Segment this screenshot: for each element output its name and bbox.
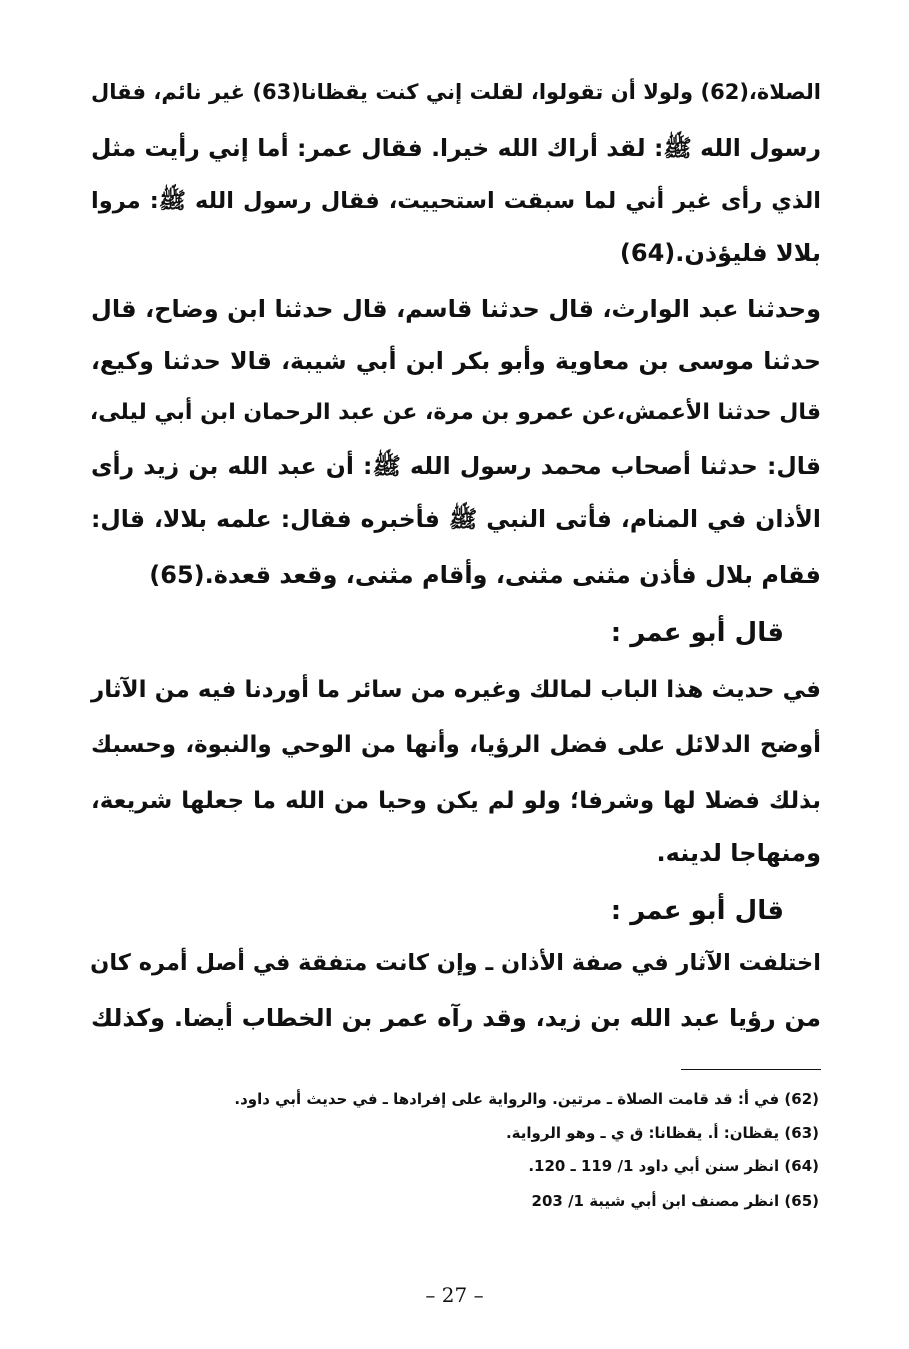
body-line: الأذان في المنام، فأتى النبي ﷺ فأخبره فقال: علمه بلالا، قال: [91,505,821,533]
body-line: بذلك فضلا لها وشرفا؛ ولو لم يكن وحيا من الله ما جعلها شريعة، [91,788,821,814]
section-heading: قال أبو عمر : [610,618,784,648]
body-line: اختلفت الآثار في صفة الأذان ـ وإن كانت متفقة في أصل أمره كان [90,950,821,976]
section-heading: قال أبو عمر : [610,896,784,926]
body-line: الذي رأى غير أني لما سبقت استحييت، فقال رسول الله ﷺ: مروا [91,188,821,214]
footnote: (63) يقظان: أ. يقظانا: ق ي ـ وهو الرواية. [505,1124,819,1142]
body-line: قال حدثنا الأعمش،عن عمرو بن مرة، عن عبد الرحمان ابن أبي ليلى، [89,400,821,425]
body-line: أوضح الدلائل على فضل الرؤيا، وأنها من الوحي والنبوة، وحسبك [91,732,821,758]
body-line: بلالا فليؤذن.(64) [619,239,821,267]
body-line: الصلاة،(62) ولولا أن تقولوا، لقلت إني كنت يقظانا(63) غير نائم، فقال [91,80,822,104]
body-line: فقام بلال فأذن مثنى مثنى، وأقام مثنى، وقعد قعدة.(65) [149,561,821,589]
body-line: قال: حدثنا أصحاب محمد رسول الله ﷺ: أن عبد الله بن زيد رأى [91,452,821,480]
body-line: ومنهاجا لدينه. [656,839,821,867]
body-line: وحدثنا عبد الوارث، قال حدثنا قاسم، قال حدثنا ابن وضاح، قال [91,295,821,323]
page-number: – 27 – [425,1283,484,1307]
footnote: (65) انظر مصنف ابن أبي شيبة 1/ 203 [531,1192,819,1210]
body-line: حدثنا موسى بن معاوية وأبو بكر ابن أبي شيبة، قالا حدثنا وكيع، [91,347,821,375]
footnote-separator [681,1069,821,1070]
body-line: رسول الله ﷺ: لقد أراك الله خيرا. فقال عمر: أما إني رأيت مثل [91,134,821,162]
footnote: (64) انظر سنن أبي داود 1/ 119 ـ 120. [528,1157,819,1175]
body-line: من رؤيا عبد الله بن زيد، وقد رآه عمر بن الخطاب أيضا. وكذلك [91,1004,821,1032]
body-line: في حديث هذا الباب لمالك وغيره من سائر ما أوردنا فيه من الآثار [91,677,821,703]
footnote: (62) في أ: قد قامت الصلاة ـ مرتين. والرواية على إفرادها ـ في حديث أبي داود. [234,1090,819,1108]
